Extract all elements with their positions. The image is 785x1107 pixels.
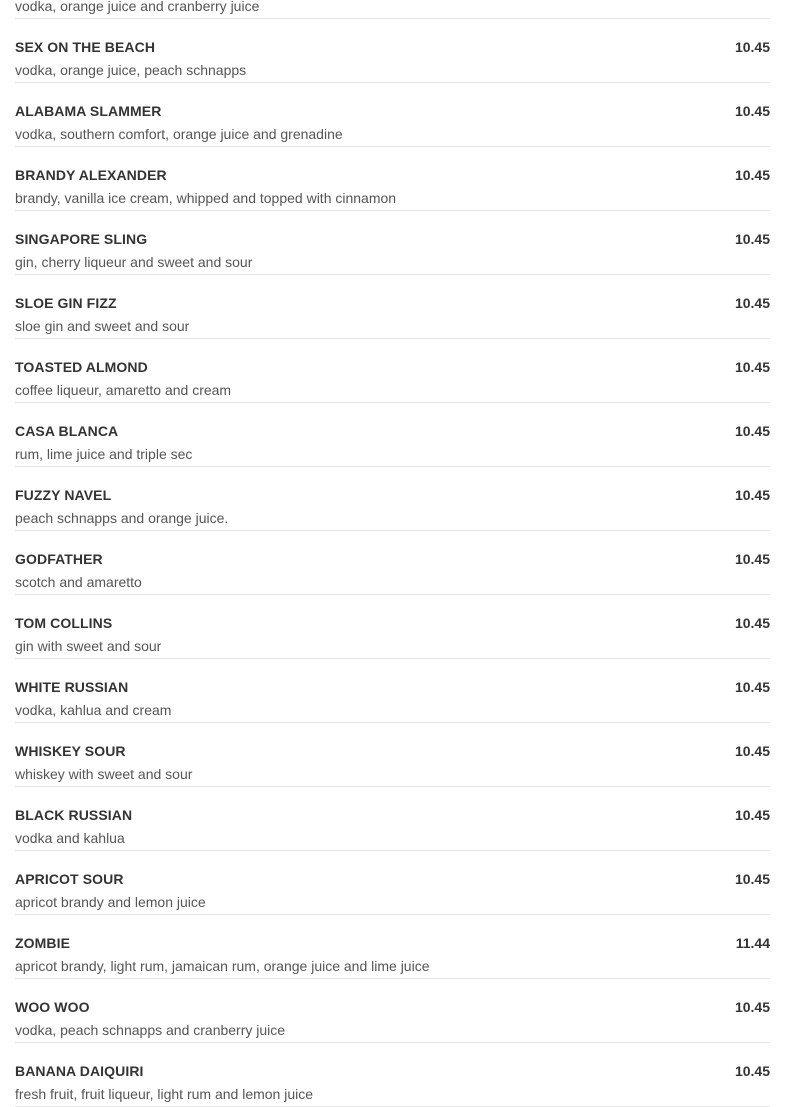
menu-item-price: 10.45	[734, 871, 770, 887]
menu-item-description: scotch and amaretto	[15, 574, 142, 590]
menu-item-description: vodka and kahlua	[15, 830, 125, 846]
menu-item-description: rum, lime juice and triple sec	[15, 446, 193, 462]
menu-item-name: ZOMBIE	[15, 935, 71, 951]
menu-item-name: TOASTED ALMOND	[15, 359, 148, 375]
menu-item[interactable]	[15, 211, 770, 275]
menu-item[interactable]	[15, 467, 770, 531]
menu-item-name: APRICOT SOUR	[15, 871, 124, 887]
menu-item-name: SINGAPORE SLING	[15, 231, 148, 247]
menu-item-name: BRANDY ALEXANDER	[15, 167, 167, 183]
cocktail-menu-list	[15, 0, 770, 1107]
menu-item[interactable]	[15, 403, 770, 467]
menu-item-price: 11.44	[735, 935, 770, 951]
menu-item-description: vodka, orange juice and cranberry juice	[15, 0, 260, 14]
menu-item-description: peach schnapps and orange juice.	[15, 510, 229, 526]
menu-item-name: WOO WOO	[15, 999, 90, 1015]
menu-item-price: 10.45	[734, 39, 770, 55]
menu-item-name: FUZZY NAVEL	[15, 487, 112, 503]
menu-item-price: 10.45	[734, 679, 770, 695]
menu-item-description: vodka, peach schnapps and cranberry juice	[15, 1022, 286, 1038]
menu-item-price: 10.45	[734, 1063, 770, 1079]
menu-item[interactable]	[15, 275, 770, 339]
menu-item-price: 10.45	[734, 743, 770, 759]
menu-item[interactable]	[15, 531, 770, 595]
menu-item-price: 10.45	[734, 359, 770, 375]
menu-item-name: SEX ON THE BEACH	[15, 39, 156, 55]
menu-item-name: BANANA DAIQUIRI	[15, 1063, 144, 1079]
menu-item-description: brandy, vanilla ice cream, whipped and topped with cinnamon	[15, 190, 397, 206]
menu-item-name: SLOE GIN FIZZ	[15, 295, 117, 311]
menu-item-price: 10.45	[734, 295, 770, 311]
menu-item[interactable]	[15, 723, 770, 787]
menu-item-price: 10.45	[734, 167, 770, 183]
menu-item-price: 10.45	[734, 423, 770, 439]
menu-item-name: GODFATHER	[15, 551, 103, 567]
menu-item[interactable]	[15, 0, 770, 19]
menu-item-description: whiskey with sweet and sour	[15, 766, 193, 782]
menu-item[interactable]	[15, 915, 770, 979]
menu-item[interactable]	[15, 979, 770, 1043]
menu-item-name: TOM COLLINS	[15, 615, 113, 631]
menu-item[interactable]	[15, 1043, 770, 1107]
menu-item-price: 10.45	[734, 807, 770, 823]
menu-item-description: vodka, kahlua and cream	[15, 702, 172, 718]
menu-item-price: 10.45	[734, 487, 770, 503]
menu-item[interactable]	[15, 339, 770, 403]
menu-item-description: apricot brandy and lemon juice	[15, 894, 206, 910]
menu-item-price: 10.45	[734, 999, 770, 1015]
menu-item[interactable]	[15, 19, 770, 83]
menu-item-name: WHITE RUSSIAN	[15, 679, 129, 695]
menu-item[interactable]	[15, 595, 770, 659]
menu-item-price: 10.45	[734, 615, 770, 631]
menu-item-description: sloe gin and sweet and sour	[15, 318, 190, 334]
menu-item-description: vodka, southern comfort, orange juice and grenadine	[15, 126, 343, 142]
menu-item-name: CASA BLANCA	[15, 423, 119, 439]
menu-item-description: gin, cherry liqueur and sweet and sour	[15, 254, 253, 270]
menu-item[interactable]	[15, 147, 770, 211]
menu-item-name: ALABAMA SLAMMER	[15, 103, 162, 119]
menu-item-price: 10.45	[734, 231, 770, 247]
menu-item-price: 10.45	[734, 551, 770, 567]
menu-item[interactable]	[15, 83, 770, 147]
menu-item-price: 10.45	[734, 103, 770, 119]
menu-item-description: coffee liqueur, amaretto and cream	[15, 382, 232, 398]
menu-item-description: fresh fruit, fruit liqueur, light rum and lemon juice	[15, 1086, 314, 1102]
menu-item-description: vodka, orange juice, peach schnapps	[15, 62, 247, 78]
menu-item[interactable]	[15, 787, 770, 851]
menu-item-description: gin with sweet and sour	[15, 638, 162, 654]
menu-item-description: apricot brandy, light rum, jamaican rum, orange juice and lime juice	[15, 958, 430, 974]
menu-item-name: BLACK RUSSIAN	[15, 807, 133, 823]
menu-item[interactable]	[15, 851, 770, 915]
menu-item-name: WHISKEY SOUR	[15, 743, 126, 759]
menu-item[interactable]	[15, 659, 770, 723]
